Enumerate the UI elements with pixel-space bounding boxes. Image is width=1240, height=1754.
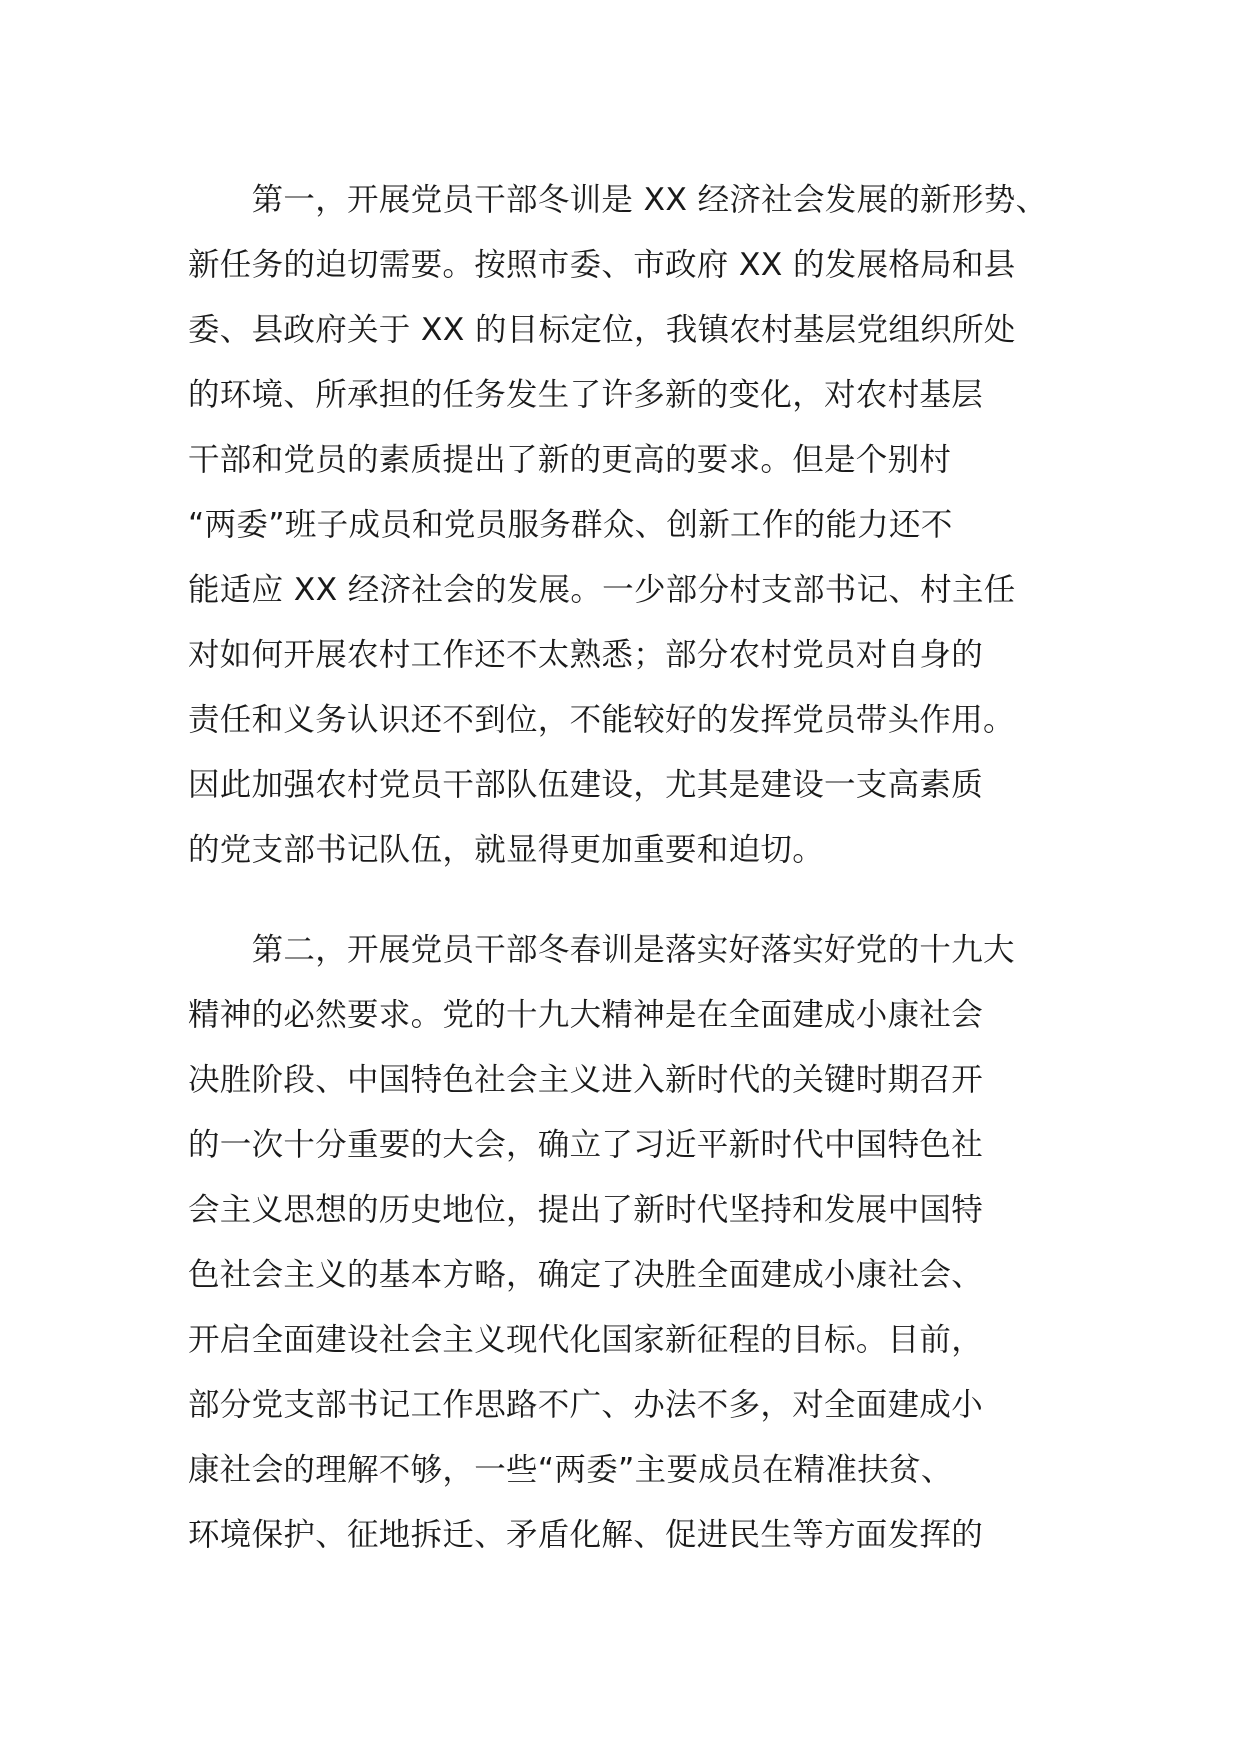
text-line: 精神的必然要求。党的十九大精神是在全面建成小康社会	[188, 997, 984, 1033]
text-line: 第一，开展党员干部冬训是 XX 经济社会发展的新形势、	[188, 182, 1048, 218]
text-line: 的环境、所承担的任务发生了许多新的变化，对农村基层	[188, 377, 984, 413]
text-line: 对如何开展农村工作还不太熟悉；部分农村党员对自身的	[188, 637, 984, 673]
text-line: 的党支部书记队伍，就显得更加重要和迫切。	[188, 832, 825, 868]
text-line: 色社会主义的基本方略，确定了决胜全面建成小康社会、	[188, 1257, 984, 1293]
paragraph-first	[188, 168, 1068, 883]
paragraph-second	[188, 918, 1068, 1568]
text-line: 环境保护、征地拆迁、矛盾化解、促进民生等方面发挥的	[188, 1517, 984, 1553]
text-line: 决胜阶段、中国特色社会主义进入新时代的关键时期召开	[188, 1062, 984, 1098]
text-line: 第二，开展党员干部冬春训是落实好落实好党的十九大	[188, 932, 1015, 968]
text-line: 会主义思想的历史地位，提出了新时代坚持和发展中国特	[188, 1192, 984, 1228]
text-line: 责任和义务认识还不到位，不能较好的发挥党员带头作用。	[188, 702, 1015, 738]
text-line: 干部和党员的素质提出了新的更高的要求。但是个别村	[188, 442, 952, 478]
text-line: “两委”班子成员和党员服务群众、创新工作的能力还不	[188, 507, 953, 543]
text-line: 的一次十分重要的大会，确立了习近平新时代中国特色社	[188, 1127, 984, 1163]
text-line: 开启全面建设社会主义现代化国家新征程的目标。目前，	[188, 1322, 984, 1358]
text-line: 能适应 XX 经济社会的发展。一少部分村支部书记、村主任	[188, 572, 1016, 608]
text-line: 部分党支部书记工作思路不广、办法不多，对全面建成小	[188, 1387, 984, 1423]
text-line: 康社会的理解不够，一些“两委”主要成员在精准扶贫、	[188, 1452, 953, 1488]
text-line: 新任务的迫切需要。按照市委、市政府 XX 的发展格局和县	[188, 247, 1016, 283]
text-line: 委、县政府关于 XX 的目标定位，我镇农村基层党组织所处	[188, 312, 1016, 348]
text-line: 因此加强农村党员干部队伍建设，尤其是建设一支高素质	[188, 767, 984, 803]
